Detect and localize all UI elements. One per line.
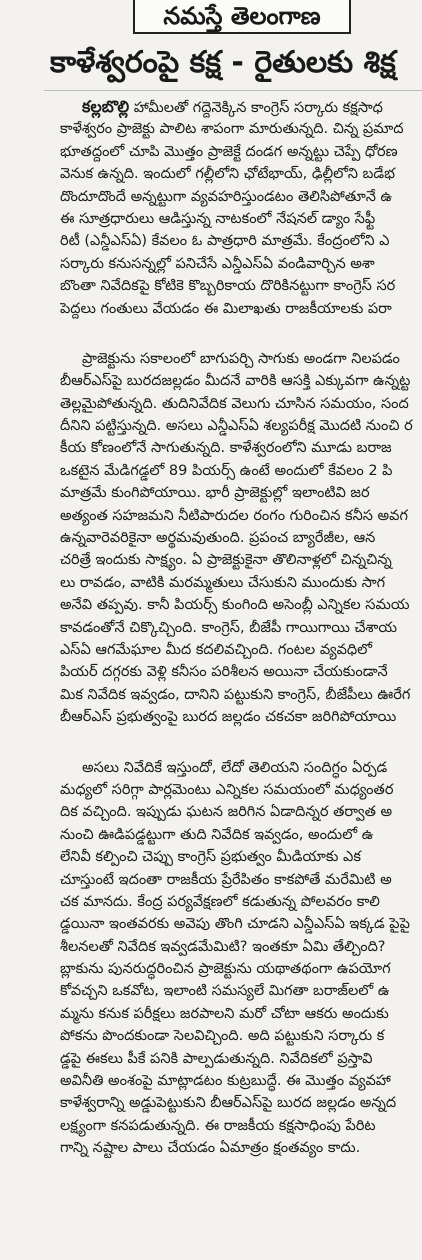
paragraph-line: తెల్లమైపోతున్నది. తుదినివేదిక వెలుగు చూసిన సమయం, సంద bbox=[60, 395, 409, 412]
paragraph-line: ఎస్ఏ ఆగమేఘాల మీద కదలివచ్చింది. గంటల వ్యవధిలో bbox=[60, 641, 373, 658]
paragraph-line: చక మానదు. కేంద్ర పర్యవేక్షణలో కడుతున్న పోలవరం కాలి bbox=[60, 893, 380, 910]
lead-word: కల్లబొల్లి bbox=[82, 97, 130, 116]
paragraph-line: బీఆర్ఎస్ ప్రభుత్వంపై బురద జల్లడం చకచకా జరిగిపోయాయి bbox=[60, 709, 397, 726]
paragraph-line: రిటీ (ఎన్డీఎస్ఏ) కేవలం ఓ పాత్రధారి మాత్రమే. కేంద్రంలోని ఎ bbox=[60, 233, 390, 250]
paragraph-line: నుంచి ఊడిపడ్డట్టుగా తుది నివేదిక ఇవ్వడం, అందులో ఉ bbox=[60, 826, 374, 843]
paragraph-line: అవినీతి అంశంపై మాట్లాడటం కుట్రబుద్ధే. ఈ మొత్తం వ్యవహా bbox=[60, 1073, 391, 1090]
paragraph-line: డ్డయినా ఇంతవరకు అవెపు తొంగి చూడని ఎన్డీఎస్ఏ ఇక్కడ పైపై bbox=[60, 916, 410, 933]
paragraph-line: ప్రాజెక్టును సకాలంలో బాగుపర్చి సాగుకు అండగా నిలపడం bbox=[82, 350, 400, 367]
paragraph-line: పియర్ దగ్గరకు వెళ్లి కనీసం పరిశీలన అయినా చేయకుండానే bbox=[60, 664, 388, 681]
paragraph-line: బ్లాకును పునరుద్ధరించిన ప్రాజెక్టును యథాతథంగా ఉపయోగ bbox=[60, 961, 391, 978]
paragraph-line: కాళేశ్వరాన్ని అడ్డుపెట్టుకుని బీఆర్ఎస్‌పై బురద జల్లడం అన్నద bbox=[60, 1095, 397, 1112]
paragraph-line: దొందూదొందే అన్నట్టుగా వ్యవహరిస్తుండటం తెలిసిపోతూనే ఉ bbox=[60, 188, 393, 205]
paragraph-line: కోవచ్చని ఒకవోట, ఇలాంటి సమస్యలే మిగతా బరాజ్‌లలో ఉ bbox=[60, 983, 390, 1000]
headline-divider bbox=[44, 90, 422, 91]
paragraph-line: లక్ష్యంగా కనపడుతున్నది. ఈ రాజకీయ కక్షసాధింపు పేరిట bbox=[60, 1117, 376, 1134]
paragraph-line: అనేవి తప్పవు. కానీ పియర్స్ కుంగింది అసెంబ్లీ ఎన్నికల సమయ bbox=[60, 597, 410, 614]
paragraph-line bbox=[60, 96, 422, 118]
paragraph-line: మ్మను కనుక పరీక్షలు జరపాలని మరో చోటా ఆకరు అందుకు bbox=[60, 1005, 389, 1022]
paragraph-line: చరిత్రే ఇందుకు సాక్ష్యం. ఏ ప్రాజెక్టుకైనా తొలినాళ్లలో చిన్నచిన్న bbox=[60, 552, 392, 569]
paragraph-line: అత్యంత సహజమని నీటిపారుదల రంగం గురించిన కనీస అవగ bbox=[60, 507, 408, 524]
paragraph-line: భూతద్దంలో చూపి మొత్తం ప్రాజెక్టే దండగ అన్నట్టు చెప్పే ధోరణ bbox=[60, 143, 398, 160]
paragraph-line: లు రావడం, వాటికి మరమ్మతులు చేసుకుని ముందుకు సాగ bbox=[60, 574, 386, 591]
paragraph-line: దిక వచ్చింది. ఇప్పుడు ఘటన జరిగిన ఏడాదిన్నర తర్వాత అ bbox=[60, 804, 393, 821]
masthead-title: నమస్తే తెలంగాణ bbox=[163, 2, 321, 30]
paragraph-line: కావడంతోనే చిక్కొచ్చింది. కాంగ్రెస్, బీజేపీ గాయిగాయి చేశాయ bbox=[60, 619, 397, 636]
lead-line-text: హామీలతో గద్దెనెక్కిన కాంగ్రెస్ సర్కారు కక్షసాధ bbox=[129, 100, 383, 116]
article-paragraph bbox=[60, 757, 422, 1160]
paragraph-line: మాత్రమే కుంగిపోయాయి. భారీ ప్రాజెక్టుల్లో ఇలాంటివి జర bbox=[60, 485, 370, 502]
paragraph-line: డ్డపై ఈకలు పీకే పనికి పాల్పడుతున్నది. నివేదికలో ప్రస్తావి bbox=[60, 1050, 373, 1067]
paragraph-line: సర్కారు కనుసన్నల్లో పనిచేసే ఎన్డీఎస్ఏ వండివార్చిన అశా bbox=[60, 255, 375, 272]
paragraph-line: వెనుక ఉన్నది. ఇందులో గల్లీలోని ఛోటేభాయ్, ఢిల్లీలోని బడేభ bbox=[60, 166, 396, 183]
article-paragraph bbox=[60, 96, 422, 320]
paragraph-line: మిక నివేదిక ఇవ్వడం, దానిని పట్టుకుని కాంగ్రెస్, బీజేపీలు ఊరేగ bbox=[60, 686, 411, 703]
masthead-box bbox=[133, 0, 351, 34]
paragraph-line: పెద్దలు గంతులు వేయడం ఈ మిలాఖతు రాజకీయాలకు పరా bbox=[60, 300, 392, 317]
paragraph-line: ఒకటైన మేడిగడ్డలో 89 పియర్స్ ఉంటే అందులో కేవలం 2 పి bbox=[60, 462, 393, 479]
article-paragraph bbox=[60, 348, 422, 729]
paragraph-line: అసలు నివేదికే ఇస్తుందో, లేదో తెలియని సందిగ్ధం ఏర్పడ bbox=[82, 759, 388, 776]
paragraph-line: గాన్ని నష్టాల పాలు చేయడం ఏమాత్రం క్షంతవ్యం కాదు. bbox=[60, 1140, 361, 1157]
paragraph-line: చూస్తుంటే ఇదంతా రాజకీయ ప్రేరేపితం కాకపోతే మరేమిటి అ bbox=[60, 871, 392, 888]
article-headline: కాళేశ్వరంపై కక్ష - రైతులకు శిక్ష bbox=[50, 45, 396, 80]
paragraph-line: కీయ కోణంలోనే సాగుతున్నది. కాళేశ్వరంలోని మూడు బరాజ bbox=[60, 440, 392, 457]
paragraph-line: ఈ సూత్రధారులు ఆడిస్తున్న నాటకంలో నేషనల్ డ్యాం సేఫ్టీ bbox=[60, 210, 376, 227]
paragraph-line: బీఆర్ఎస్‌పై బురదజల్లడం మీదనే వారికి ఆసక్తి ఎక్కువగా ఉన్నట్ట bbox=[60, 373, 411, 390]
article-body bbox=[60, 96, 422, 1188]
paragraph-line: పోకను పొందకుండా సెలవిచ్చింది. అది పట్టుకుని సర్కారు క bbox=[60, 1028, 385, 1045]
paragraph-line: దీనిని పట్టిస్తున్నది. అసలు ఎన్డీఎస్ఏ శల్యపరీక్ష మొదటి నుంచి ర bbox=[60, 418, 413, 435]
paragraph-line: బొంతా నివేదికపై కోటికె కొబ్బరికాయ దొరికినట్టుగా కాంగ్రెస్ సర bbox=[60, 278, 396, 295]
paragraph-line: శీలనలతో నివేదిక ఇవ్వడమేమిటి? ఇంతకూ ఏమి తేల్చింది? bbox=[60, 938, 386, 955]
paragraph-line: కాళేశ్వరం ప్రాజెక్టు పాలిట శాపంగా మారుతున్నది. చిన్న ప్రమాద bbox=[60, 121, 404, 138]
paragraph-line: లేనివీ కల్పించి చెప్పు కాంగ్రెస్ ప్రభుత్వం మీడియాకు ఎక bbox=[60, 849, 361, 866]
paragraph-line: ఉన్నవారెవరికైనా అర్థమవుతుంది. ప్రపంచ బ్యారేజీల, ఆన bbox=[60, 530, 376, 547]
paragraph-line: మధ్యలో సరిగ్గా పార్లమెంటు ఎన్నికల సమయంలో మధ్యంతర bbox=[60, 781, 394, 798]
